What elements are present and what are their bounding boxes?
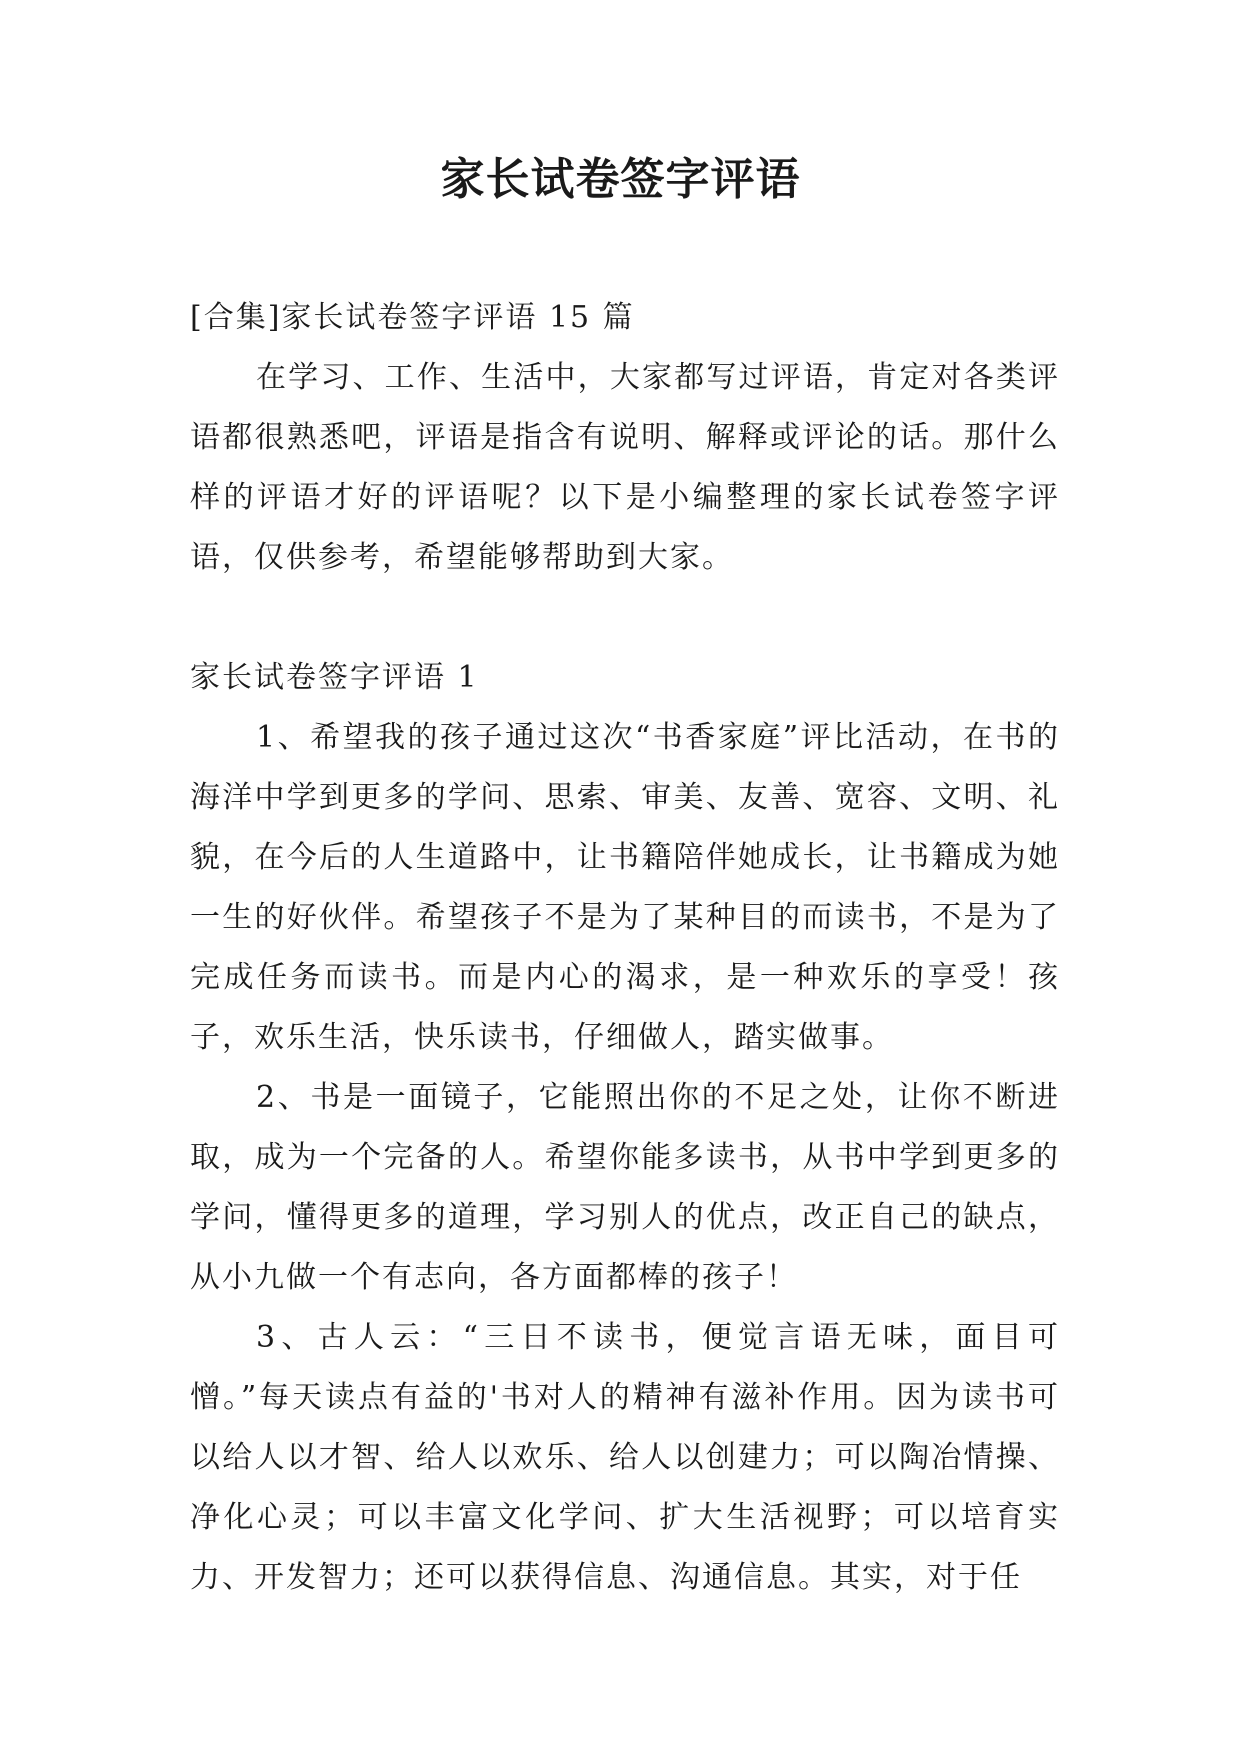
document-subtitle: [合集]家长试卷签字评语 15 篇 [190,300,635,335]
document-title: 家长试卷签字评语 [440,154,801,205]
document-body [190,288,1060,1608]
intro-paragraph: 在学习、工作、生活中，大家都写过评语，肯定对各类评语都很熟悉吧，评语是指含有说明、解释或评论的话。那什么样的评语才好的评语呢？以下是小编整理的家长试卷签字评语，仅供参考，希望能够帮助到大家。 [190,360,1060,575]
list-item: 3、古人云：“三日不读书，便觉言语无味，面目可憎。”每天读点有益的'书对人的精神有滋补作用。因为读书可以给人以才智、给人以欢乐、给人以创建力；可以陶冶情操、净化心灵；可以丰富文化学问、扩大生活视野；可以培育实力、开发智力；还可以获得信息、沟通信息。其实，对于任 [190,1320,1060,1595]
section-heading: 家长试卷签字评语 1 [190,660,479,695]
list-item: 2、书是一面镜子，它能照出你的不足之处，让你不断进取，成为一个完备的人。希望你能多读书，从书中学到更多的学问，懂得更多的道理，学习别人的优点，改正自己的缺点，从小九做一个有志向，各方面都棒的孩子！ [190,1080,1060,1295]
paragraph-gap [190,588,1060,648]
list-item: 1、希望我的孩子通过这次“书香家庭”评比活动，在书的海洋中学到更多的学问、思索、审美、友善、宽容、文明、礼貌，在今后的人生道路中，让书籍陪伴她成长，让书籍成为她一生的好伙伴。希望孩子不是为了某种目的而读书，不是为了完成任务而读书。而是内心的渴求，是一种欢乐的享受！孩子，欢乐生活，快乐读书，仔细做人，踏实做事。 [190,720,1060,1055]
